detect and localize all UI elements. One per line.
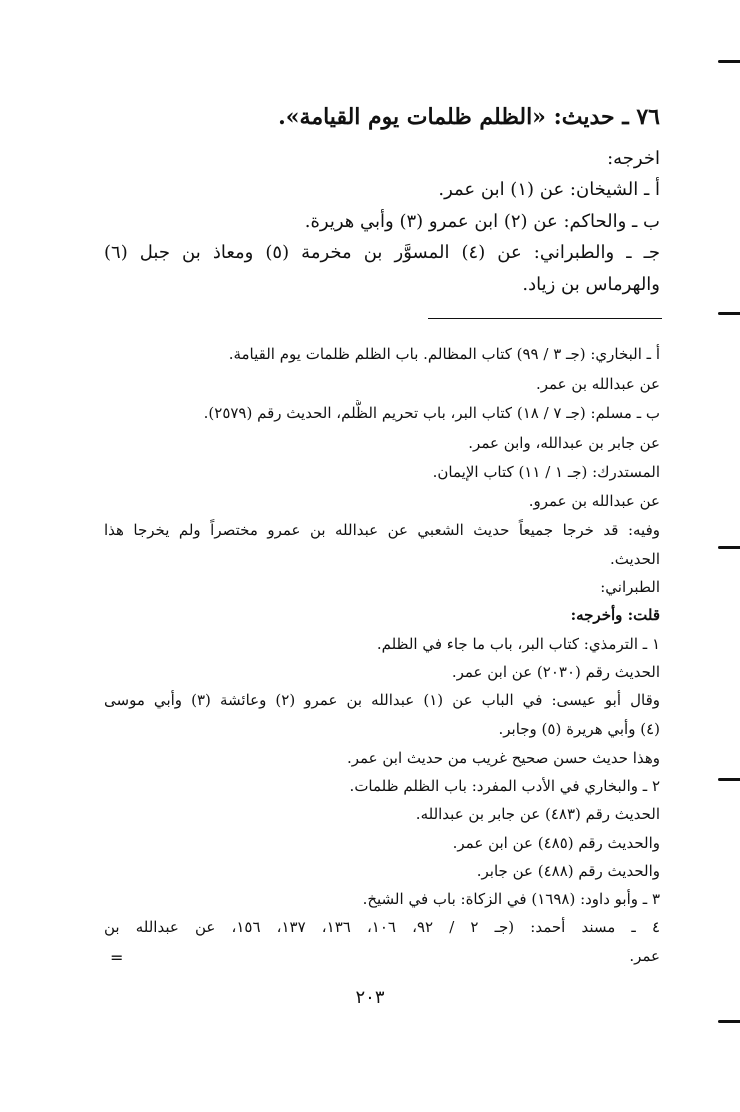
main-text-line: اخرجه:	[607, 148, 660, 169]
footnote-line: (٤) وأبي هريرة (٥) وجابر.	[498, 720, 660, 738]
edge-tick-mark	[718, 1020, 740, 1023]
footnote-line: وفيه: قد خرجا جميعاً حديث الشعبي عن عبدالله بن عمرو مختصراً ولم يخرجا هذا	[104, 521, 660, 539]
footnote-line: قلت: وأخرجه:	[570, 606, 660, 624]
footnote-line: الحديث رقم (٤٨٣) عن جابر بن عبدالله.	[415, 805, 660, 823]
edge-tick-mark	[718, 546, 740, 549]
continuation-mark: =	[110, 948, 124, 967]
footnote-line: عن عبدالله بن عمرو.	[528, 492, 660, 510]
footnote-line: المستدرك: (جـ ١ / ١١) كتاب الإيمان.	[432, 463, 660, 481]
footnote-line: الحديث.	[610, 550, 660, 568]
footnote-line: ١ ـ الترمذي: كتاب البر، باب ما جاء في الظلم.	[376, 635, 660, 653]
footnote-line: والحديث رقم (٤٨٨) عن جابر.	[476, 862, 660, 880]
main-text-line: والهرماس بن زياد.	[522, 274, 660, 295]
footnote-line: الحديث رقم (٢٠٣٠) عن ابن عمر.	[451, 663, 660, 681]
footnote-line: عمر.	[629, 947, 660, 965]
edge-tick-mark	[718, 312, 740, 315]
footnote-line: عن عبدالله بن عمر.	[535, 375, 660, 393]
footnote-line: وقال أبو عيسى: في الباب عن (١) عبدالله بن عمرو (٢) وعائشة (٣) وأبي موسى	[104, 691, 660, 709]
main-text-line: ب ـ والحاكم: عن (٢) ابن عمرو (٣) وأبي هريرة.	[304, 211, 660, 232]
footnote-line: والحديث رقم (٤٨٥) عن ابن عمر.	[452, 834, 660, 852]
footnote-line: ٣ ـ وأبو داود: (١٦٩٨) في الزكاة: باب في الشيخ.	[362, 890, 660, 908]
main-text-line: أ ـ الشيخان: عن (١) ابن عمر.	[438, 179, 660, 200]
main-text-line: جـ ـ والطبراني: عن (٤) المسوَّر بن مخرمة (٥) ومعاذ بن جبل (٦)	[104, 242, 660, 263]
footnote-line: ب ـ مسلم: (جـ ٧ / ١٨) كتاب البر، باب تحريم الظُّلم، الحديث رقم (٢٥٧٩).	[203, 404, 660, 422]
edge-tick-mark	[718, 60, 740, 63]
page-number: ٢٠٣	[355, 987, 385, 1008]
footnote-line: الطبراني:	[600, 578, 660, 596]
footnote-line: أ ـ البخاري: (جـ ٣ / ٩٩) كتاب المظالم. باب الظلم ظلمات يوم القيامة.	[228, 345, 660, 363]
footnote-line: ٢ ـ والبخاري في الأدب المفرد: باب الظلم ظلمات.	[349, 777, 660, 795]
footnote-line: عن جابر بن عبدالله، وابن عمر.	[468, 434, 660, 452]
hadith-title: ٧٦ ـ حديث: «الظلم ظلمات يوم القيامة».	[278, 104, 660, 130]
footnote-separator	[428, 318, 662, 319]
footnote-line: وهذا حديث حسن صحيح غريب من حديث ابن عمر.	[346, 749, 660, 767]
edge-tick-mark	[718, 778, 740, 781]
footnote-line: ٤ ـ مسند أحمد: (جـ ٢ / ٩٢، ١٠٦، ١٣٦، ١٣٧، ١٥٦، عن عبدالله بن	[104, 918, 660, 936]
